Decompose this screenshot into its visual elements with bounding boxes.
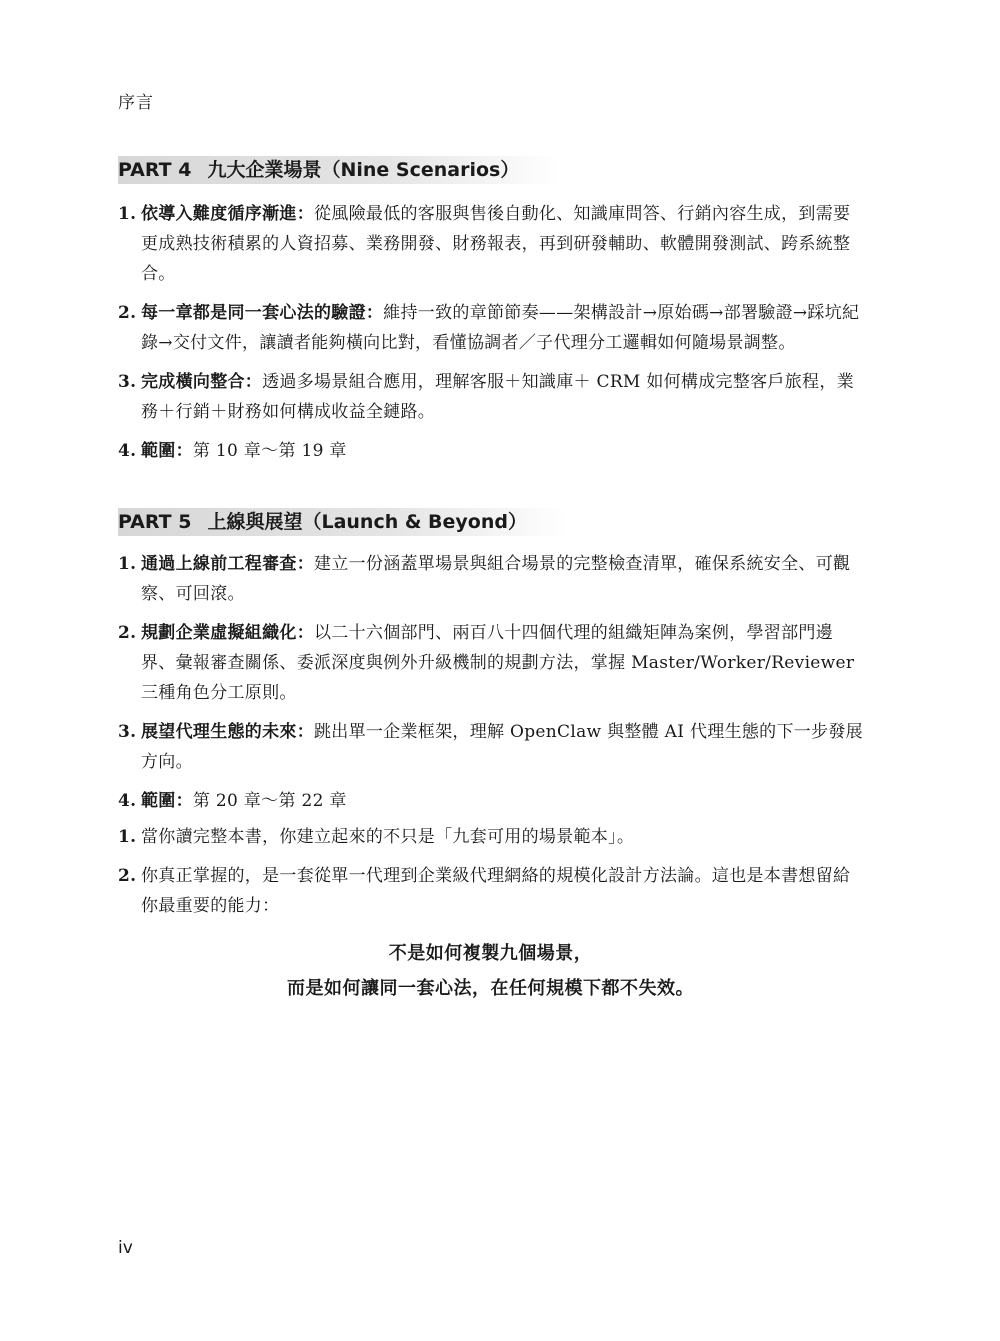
part4-title: 九大企業場景（Nine Scenarios） bbox=[207, 159, 520, 181]
item-lead: 展望代理生態的未來： bbox=[141, 722, 314, 742]
list-item bbox=[118, 861, 863, 921]
page-number: iv bbox=[118, 1238, 133, 1258]
part5-heading bbox=[118, 508, 567, 536]
item-text: 第 10 章～第 19 章 bbox=[192, 441, 347, 461]
list-item bbox=[118, 199, 863, 289]
running-head: 序言 bbox=[118, 93, 154, 113]
item-lead: 完成橫向整合： bbox=[141, 372, 263, 392]
item-text: 建立一份涵蓋單場景與組合場景的完整檢查清單，確保系統安全、可觀察、可回滾。 bbox=[141, 554, 851, 604]
list-item bbox=[118, 618, 863, 708]
closing-line-2: 而是如何讓同一套心法，在任何規模下都不失效。 bbox=[287, 978, 694, 999]
closing-statement bbox=[118, 936, 863, 1006]
item-number: 4. bbox=[118, 441, 137, 461]
item-lead: 範圍： bbox=[141, 791, 193, 811]
list-item bbox=[118, 436, 863, 466]
item-text: 以二十六個部門、兩百八十四個代理的組織矩陣為案例，學習部門邊界、彙報審查關係、委派深度與例外升級機制的規劃方法，掌握 Master/Worker/Reviewer 三種角色分工原則。 bbox=[141, 623, 855, 703]
closing-line-1: 不是如何複製九個場景， bbox=[388, 943, 593, 964]
item-number: 2. bbox=[118, 303, 137, 323]
part4-list bbox=[118, 199, 863, 475]
list-item bbox=[118, 822, 863, 852]
item-number: 1. bbox=[118, 827, 137, 847]
item-text: 跳出單一企業框架，理解 OpenClaw 與整體 AI 代理生態的下一步發展方向。 bbox=[141, 722, 863, 772]
item-lead: 通過上線前工程審查： bbox=[141, 554, 314, 574]
item-lead: 規劃企業虛擬組織化： bbox=[141, 623, 314, 643]
item-text: 你真正掌握的，是一套從單一代理到企業級代理網絡的規模化設計方法論。這也是本書想留給你最重要的能力： bbox=[141, 866, 851, 916]
list-item bbox=[118, 298, 863, 358]
item-text: 從風險最低的客服與售後自動化、知識庫問答、行銷內容生成，到需要更成熟技術積累的人資招募、業務開發、財務報表，再到研發輔助、軟體開發測試、跨系統整合。 bbox=[141, 204, 851, 284]
item-text: 第 20 章～第 22 章 bbox=[192, 791, 347, 811]
item-number: 1. bbox=[118, 204, 137, 224]
list-item bbox=[118, 549, 863, 609]
item-text: 透過多場景組合應用，理解客服＋知識庫＋ CRM 如何構成完整客戶旅程，業務＋行銷＋財務如何構成收益全鏈路。 bbox=[141, 372, 854, 422]
item-text: 維持一致的章節節奏——架構設計→原始碼→部署驗證→踩坑紀錄→交付文件，讓讀者能夠橫向比對，看懂協調者／子代理分工邏輯如何隨場景調整。 bbox=[141, 303, 860, 353]
part5-title: 上線與展望（Launch & Beyond） bbox=[207, 511, 527, 533]
item-lead: 範圍： bbox=[141, 441, 193, 461]
part4-heading bbox=[118, 156, 559, 184]
item-lead: 每一章都是同一套心法的驗證： bbox=[141, 303, 384, 323]
item-number: 3. bbox=[118, 722, 137, 742]
part5-number: PART 5 bbox=[118, 511, 192, 533]
item-number: 2. bbox=[118, 623, 137, 643]
item-lead: 依導入難度循序漸進： bbox=[141, 204, 314, 224]
summary-list bbox=[118, 822, 863, 930]
part5-list bbox=[118, 549, 863, 825]
item-number: 1. bbox=[118, 554, 137, 574]
item-number: 3. bbox=[118, 372, 137, 392]
item-number: 4. bbox=[118, 791, 137, 811]
list-item bbox=[118, 367, 863, 427]
item-number: 2. bbox=[118, 866, 137, 886]
list-item bbox=[118, 786, 863, 816]
item-text: 當你讀完整本書，你建立起來的不只是「九套可用的場景範本」。 bbox=[141, 827, 635, 847]
part4-number: PART 4 bbox=[118, 159, 192, 181]
list-item bbox=[118, 717, 863, 777]
